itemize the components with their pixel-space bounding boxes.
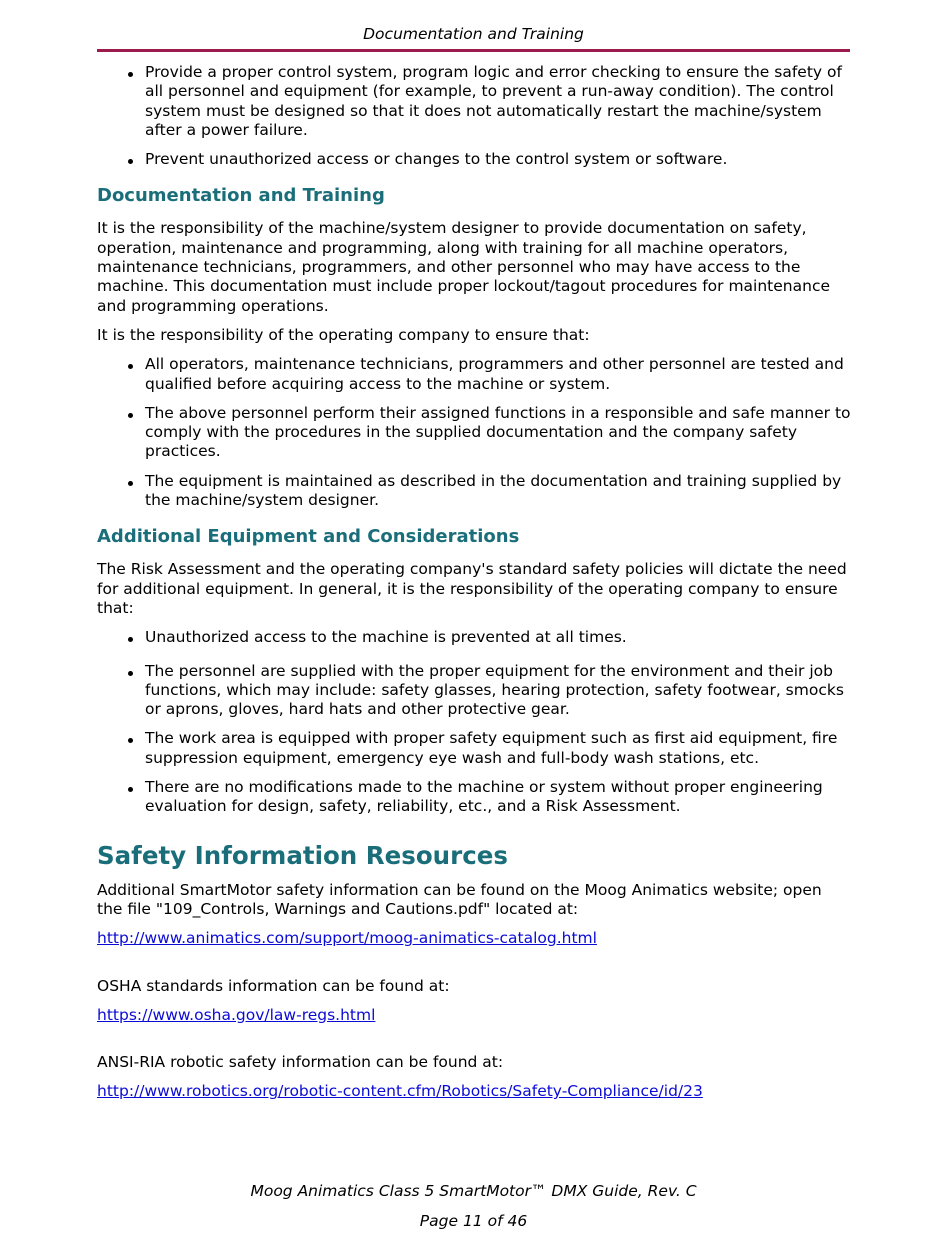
paragraph: ANSI-RIA robotic safety information can be found at:	[97, 1053, 504, 1072]
list-item: The work area is equipped with proper safety equipment such as first aid equipment, fire suppression equipment, emergency eye wash and full-body wash stations, etc.	[97, 729, 852, 768]
list-item: Prevent unauthorized access or changes to the control system or software.	[97, 150, 852, 169]
animatics-catalog-link[interactable]: http://www.animatics.com/support/moog-animatics-catalog.html	[97, 929, 597, 948]
list-item: The above personnel perform their assigned functions in a responsible and safe manner to comply with the procedures in the supplied documentation and the company safety practices.	[97, 404, 852, 462]
paragraph: The Risk Assessment and the operating company's standard safety policies will dictate the need for additional equipment. In general, it is the responsibility of the operating company to ensure that:	[97, 560, 847, 617]
running-header: Documentation and Training	[363, 25, 584, 43]
intro-bullet-list	[97, 63, 852, 169]
section-heading-additional-equipment: Additional Equipment and Considerations	[97, 526, 520, 548]
list-item: Unauthorized access to the machine is prevented at all times.	[97, 628, 852, 647]
list-item: The equipment is maintained as described in the documentation and training supplied by the machine/system designer.	[97, 472, 852, 511]
paragraph: OSHA standards information can be found at:	[97, 976, 450, 995]
footer-guide-title: Moog Animatics Class 5 SmartMotor™ DMX Guide, Rev. C	[250, 1182, 697, 1200]
doc-training-bullet-list	[97, 355, 852, 510]
footer-page-number: Page 11 of 46	[419, 1212, 528, 1230]
paragraph: Additional SmartMotor safety information can be found on the Moog Animatics website; open the file "109_Controls, Warnings and Cautions.pdf" located at:	[97, 880, 822, 918]
page-content	[97, 63, 852, 1130]
section-heading-documentation-training: Documentation and Training	[97, 185, 385, 207]
list-item: The personnel are supplied with the proper equipment for the environment and their job functions, which may include: safety glasses, hearing protection, safety footwear, smocks or aprons, gloves, hard hats and other protective gear.	[97, 662, 852, 720]
osha-link[interactable]: https://www.osha.gov/law-regs.html	[97, 1005, 376, 1024]
section-heading-safety-resources: Safety Information Resources	[97, 840, 508, 870]
paragraph: It is the responsibility of the machine/system designer to provide documentation on safety, operation, maintenance and programming, along with training for all machine operators, maintenance technicians, programmers, and other personnel who may have access to the machine. This documentation must include proper lockout/tagout procedures for maintenance and programming operations.	[97, 219, 830, 315]
list-item: All operators, maintenance technicians, programmers and other personnel are tested and qualified before acquiring access to the machine or system.	[97, 355, 852, 394]
additional-bullet-list	[97, 628, 852, 816]
list-item: Provide a proper control system, program logic and error checking to ensure the safety of all personnel and equipment (for example, to prevent a run-away condition). The control system must be designed so that it does not automatically restart the machine/system after a power failure.	[97, 63, 852, 140]
header-divider	[97, 49, 850, 52]
paragraph: It is the responsibility of the operating company to ensure that:	[97, 325, 590, 344]
list-item: There are no modifications made to the machine or system without proper engineering evaluation for design, safety, reliability, etc., and a Risk Assessment.	[97, 778, 852, 817]
robotics-safety-link[interactable]: http://www.robotics.org/robotic-content.cfm/Robotics/Safety-Compliance/id/23	[97, 1082, 703, 1101]
